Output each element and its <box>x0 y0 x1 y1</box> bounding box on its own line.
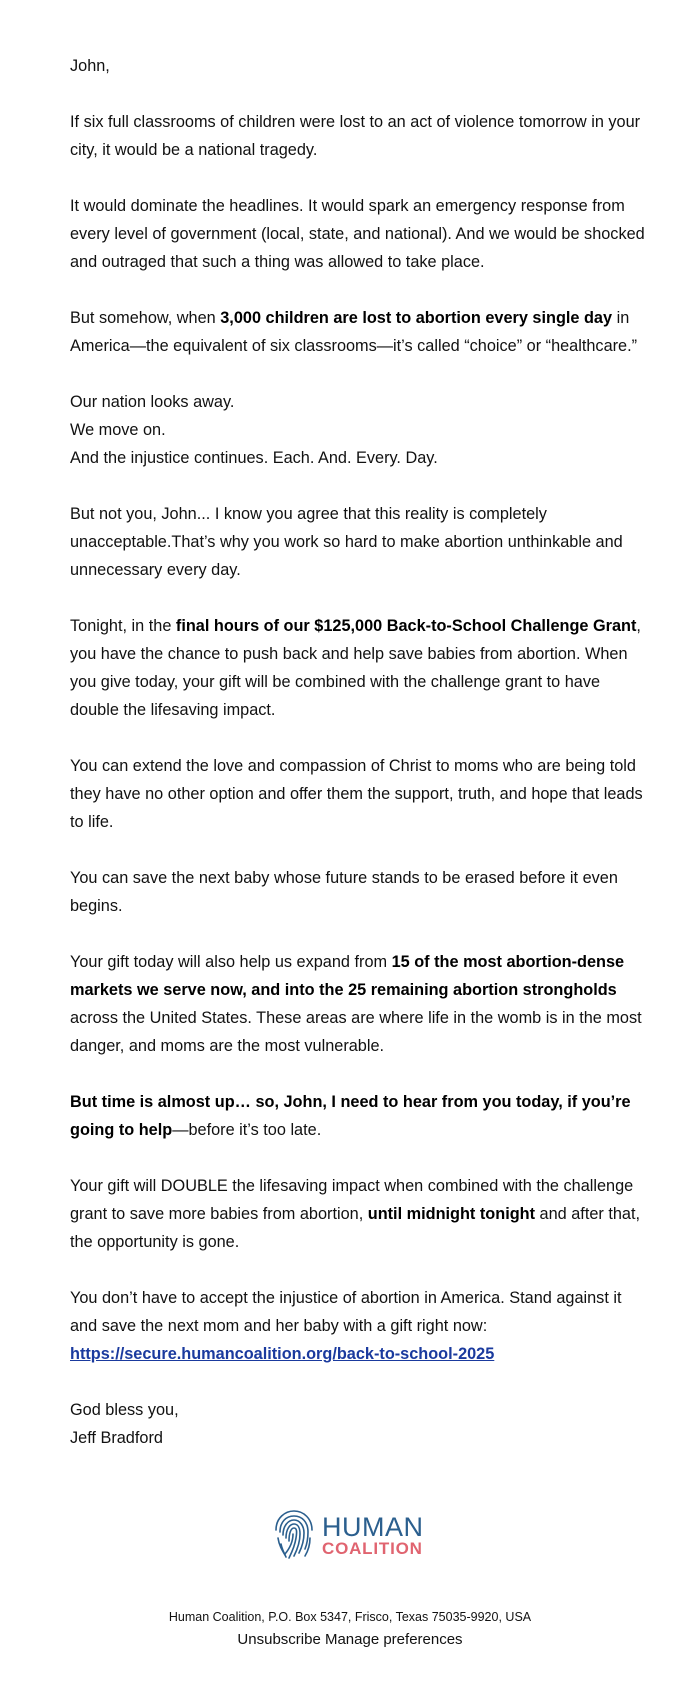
paragraph <box>70 1088 645 1144</box>
paragraph <box>70 612 645 724</box>
paragraph-text: in America—the equivalent of six classrooms—it’s called “choice” or “healthcare.” <box>70 309 638 355</box>
paragraph <box>70 1284 645 1368</box>
greeting: John, <box>70 57 110 75</box>
paragraph: It would dominate the headlines. It would spark an emergency response from every level of government (local, state, and national). And we would be shocked and outraged that such a thing was allowed to take place. <box>70 197 645 271</box>
paragraph: You can save the next baby whose future stands to be erased before it even begins. <box>70 869 618 915</box>
emphasis-text: 15 of the most abortion-dense markets we serve now, and into the 25 remaining abortion strongholds <box>70 953 625 999</box>
paragraph: But not you, John... I know you agree that this reality is completely unacceptable.That’s why you work so hard to make abortion unthinkable and unnecessary every day. <box>70 505 623 579</box>
footer-links <box>0 1630 700 1650</box>
paragraph-line: And the injustice continues. Each. And. Every. Day. <box>70 449 438 467</box>
emphasis-text: 3,000 children are lost to abortion every single day <box>220 309 613 327</box>
logo-line-coalition: COALITION <box>322 1539 423 1558</box>
logo-line-human: HUMAN <box>322 1512 424 1542</box>
footer-address: Human Coalition, P.O. Box 5347, Frisco, Texas 75035-9920, USA <box>168 1610 532 1624</box>
logo-wordmark <box>322 1514 424 1558</box>
paragraph-text: Your gift will DOUBLE the lifesaving impact when combined with the challenge grant to save more babies from abortion, <box>70 1177 634 1223</box>
emphasis-text: final hours of our $125,000 Back-to-School Challenge Grant <box>175 617 637 635</box>
paragraph-text: , you have the chance to push back and help save babies from abortion. When you give today, your gift will be combined with the challenge grant to have double the lifesaving impact. <box>70 617 641 719</box>
paragraph-text: You don’t have to accept the injustice of abortion in America. Stand against it and save the next mom and her baby with a gift right now: <box>70 1289 622 1335</box>
paragraph-line: Our nation looks away. <box>70 393 235 411</box>
human-coalition-logo[interactable] <box>272 1506 442 1564</box>
paragraph <box>70 948 645 1060</box>
paragraph-text: But somehow, when <box>70 309 221 327</box>
paragraph-text: and after that, the opportunity is gone. <box>70 1205 641 1251</box>
paragraph <box>70 304 645 360</box>
paragraph: You can extend the love and compassion of Christ to moms who are being told they have no other option and offer them the support, truth, and hope that leads to life. <box>70 757 643 831</box>
signoff: God bless you, <box>70 1401 179 1419</box>
donate-link[interactable]: https://secure.humancoalition.org/back-to-school-2025 <box>70 1345 495 1363</box>
signature: Jeff Bradford <box>70 1429 163 1447</box>
paragraph: If six full classrooms of children were lost to an act of violence tomorrow in your city, it would be a national tragedy. <box>70 113 641 159</box>
emphasis-text: until midnight tonight <box>367 1205 536 1223</box>
unsubscribe-link[interactable]: Unsubscribe <box>237 1631 321 1648</box>
paragraph-text: Your gift today will also help us expand from <box>70 953 392 971</box>
paragraph-text: Tonight, in the <box>70 617 176 635</box>
letter-content <box>70 52 645 1452</box>
paragraph-line: We move on. <box>70 421 166 439</box>
emphasis-text: But time is almost up… so, John, I need to hear from you today, if you’re going to help <box>70 1093 631 1139</box>
paragraph-text: —before it’s too late. <box>172 1121 322 1139</box>
paragraph <box>70 1172 645 1256</box>
manage-preferences-link[interactable]: Manage preferences <box>324 1631 463 1648</box>
fingerprint-icon <box>272 1508 316 1562</box>
paragraph-text: across the United States. These areas are where life in the womb is in the most danger, and moms are the most vulnerable. <box>70 1009 642 1055</box>
